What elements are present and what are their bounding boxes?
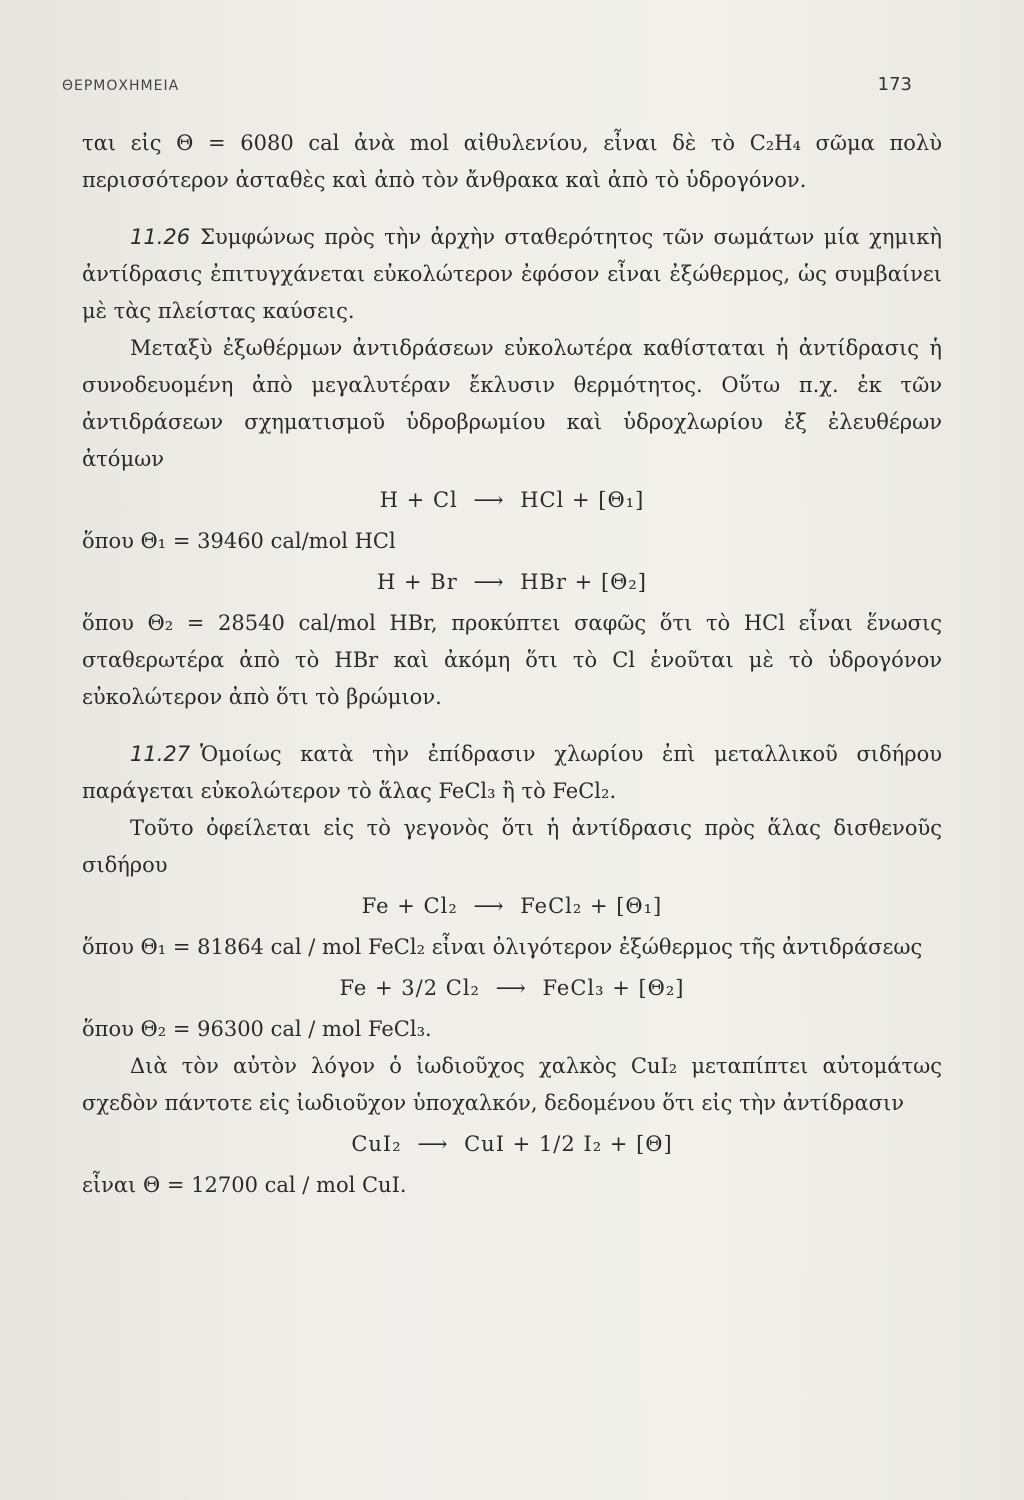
equation-rhs: FeCl₂ + [Θ₁] (520, 894, 663, 918)
section-11-27 (82, 736, 942, 810)
section-11-26 (82, 219, 942, 330)
where-theta2-fecl3: ὅπου Θ₂ = 96300 cal / mol FeCl₃. (82, 1017, 432, 1041)
equation-lhs: H + Cl (379, 488, 458, 512)
reaction-arrow: ⟶ (473, 570, 505, 594)
paragraph-exothermic: Μεταξὺ ἐξωθέρμων ἀντιδράσεων εὐκολωτέρα καθίσταται ἡ ἀντίδρασις ἡ συνοδευομένη ἀπὸ μεγαλυτέραν ἔκλυσιν θερμότητος. Οὕτω π.χ. ἐκ τῶν ἀντιδράσεων σχηματισμοῦ ὑδροβρωμίου καὶ ὑδροχλωρίου ἐξ ἐλευθέρων ἀτόμων (82, 336, 942, 471)
reaction-arrow: ⟶ (417, 1132, 449, 1156)
where-theta-cui: εἶναι Θ = 12700 cal / mol CuI. (82, 1173, 407, 1197)
section-number: 11.26 (130, 225, 191, 249)
equation-cui2 (82, 1126, 942, 1163)
equation-fecl3 (82, 970, 942, 1007)
paragraph-continuation: ται εἰς Θ = 6080 cal ἀνὰ mol αἰθυλενίου, εἶναι δὲ τὸ C₂H₄ σῶμα πολὺ περισσότερον ἀσταθὲς καὶ ἀπὸ τὸν ἄνθρακα καὶ ἀπὸ τὸ ὑδρογόνον. (82, 131, 942, 192)
reaction-arrow: ⟶ (473, 894, 505, 918)
equation-hbr (82, 564, 942, 601)
running-head: ΘΕΡΜΟΧΗΜΕΙΑ (62, 78, 180, 94)
section-number: 11.27 (130, 742, 191, 766)
equation-rhs: CuI + 1/2 I₂ + [Θ] (464, 1132, 673, 1156)
equation-lhs: H + Br (377, 570, 458, 594)
page-number: 173 (877, 74, 912, 95)
equation-fecl2 (82, 888, 942, 925)
equation-lhs: Fe + 3/2 Cl₂ (339, 976, 480, 1000)
where-theta2-hbr: ὅπου Θ₂ = 28540 cal/mol HBr, προκύπτει σαφῶς ὅτι τὸ HCl εἶναι ἕνωσις σταθερωτέρα ἀπὸ τὸ HBr καὶ ἀκόμη ὅτι τὸ Cl ἑνοῦται μὲ τὸ ὑδρογόνον εὐκολώτερον ἀπὸ ὅτι τὸ βρώμιον. (82, 611, 942, 709)
section-text: Ὁμοίως κατὰ τὴν ἐπίδρασιν χλωρίου ἐπὶ μεταλλικοῦ σιδήρου παράγεται εὐκολώτερον τὸ ἅλας FeCl₃ ἢ τὸ FeCl₂. (82, 742, 942, 803)
page-body (82, 125, 942, 1204)
where-theta1-fecl2: ὅπου Θ₁ = 81864 cal / mol FeCl₂ εἶναι ὀλιγότερον ἐξώθερμος τῆς ἀντιδράσεως (82, 935, 923, 959)
reaction-arrow: ⟶ (473, 488, 505, 512)
reaction-arrow: ⟶ (495, 976, 527, 1000)
section-text: Συμφώνως πρὸς τὴν ἀρχὴν σταθερότητος τῶν σωμάτων μία χημικὴ ἀντίδρασις ἐπιτυγχάνεται εὐκολώτερον ἐφόσον εἶναι ἐξώθερμος, ὡς συμβαίνει μὲ τὰς πλείστας καύσεις. (82, 225, 942, 323)
paragraph-copper-iodide: Διὰ τὸν αὐτὸν λόγον ὁ ἰωδιοῦχος χαλκὸς CuI₂ μεταπίπτει αὐτομάτως σχεδὸν πάντοτε εἰς ἰωδιοῦχον ὑποχαλκόν, δεδομένου ὅτι εἰς τὴν ἀντίδρασιν (82, 1054, 942, 1115)
equation-rhs: HBr + [Θ₂] (520, 570, 647, 594)
paragraph-ferrous: Τοῦτο ὀφείλεται εἰς τὸ γεγονὸς ὅτι ἡ ἀντίδρασις πρὸς ἅλας δισθενοῦς σιδήρου (82, 816, 942, 877)
equation-rhs: FeCl₃ + [Θ₂] (542, 976, 685, 1000)
equation-lhs: CuI₂ (351, 1132, 402, 1156)
page-header (62, 74, 912, 104)
equation-hcl (82, 482, 942, 519)
equation-lhs: Fe + Cl₂ (361, 894, 458, 918)
where-theta1-hcl: ὅπου Θ₁ = 39460 cal/mol HCl (82, 529, 396, 553)
equation-rhs: HCl + [Θ₁] (520, 488, 645, 512)
